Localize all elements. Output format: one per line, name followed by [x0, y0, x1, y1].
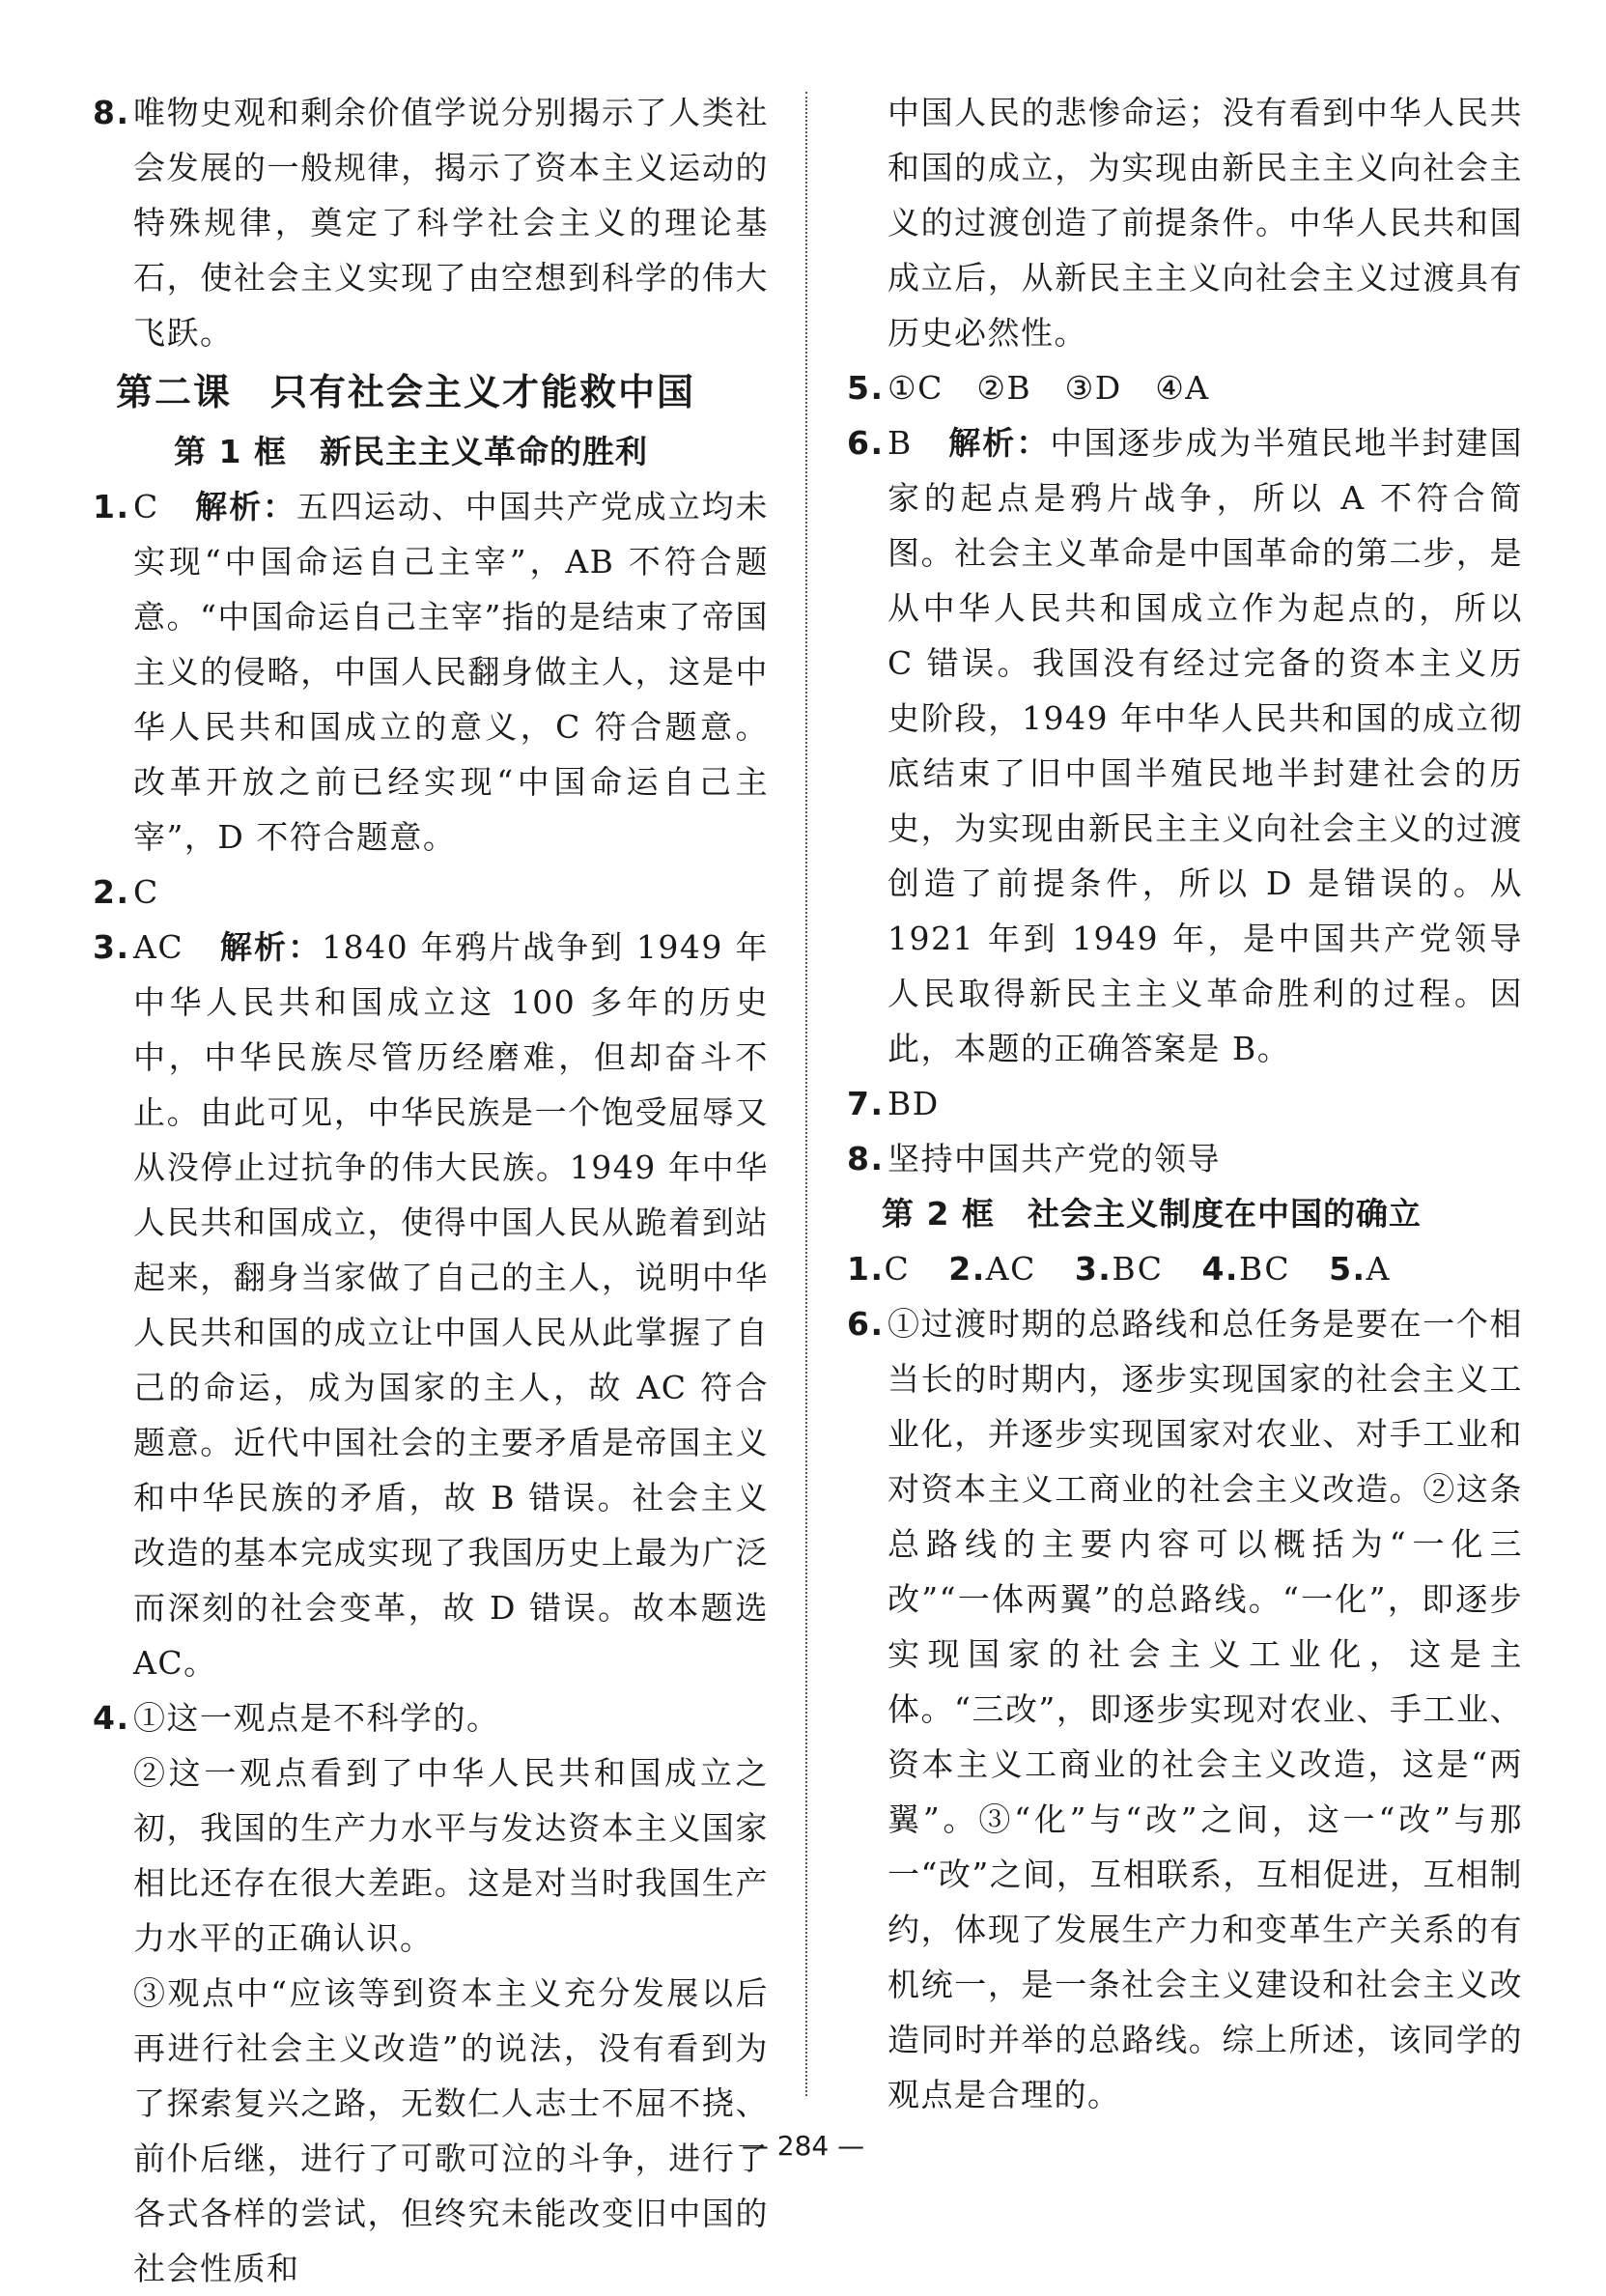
item-number: 4.: [93, 1699, 130, 1737]
answer-item-6: [847, 415, 1523, 1076]
analysis-text: 五四运动、中国共产党成立均未实现“中国命运自己主宰”，AB 不符合题意。“中国命运自己主宰”指的是结束了帝国主义的侵略，中国人民翻身做主人，这是中华人民共和国成立的意义，C 符合题意。改革开放之前已经实现“中国命运自己主宰”，D 不符合题意。: [133, 488, 769, 856]
frame-title-1: 第 1 框 新民主主义革命的胜利: [174, 433, 648, 470]
item-number: 8.: [93, 94, 130, 131]
left-column: [93, 85, 769, 2296]
answer-point-3: ③观点中“应该等到资本主义充分发展以后再进行社会主义改造”的说法，没有看到为了探索复兴之路，无数仁人志士不屈不挠、前仆后继，进行了可歌可泣的斗争，进行了各式各样的尝试，但终究未能改变旧中国的社会性质和: [133, 1974, 769, 2287]
answer-row-1-5: [847, 1241, 1523, 1296]
answer-point-1: ①这一观点是不科学的。: [133, 1699, 500, 1737]
answer-choices: ①C ②B ③D ④A: [888, 369, 1210, 407]
answer-choice: B: [888, 424, 913, 462]
item-number: 3.: [1074, 1250, 1113, 1288]
answer-item-8-ch1: [93, 85, 769, 360]
item-number: 2.: [93, 873, 130, 911]
answer-choice: C: [884, 1250, 911, 1288]
answer-choice: BD: [888, 1085, 940, 1122]
item-number: 7.: [847, 1085, 885, 1122]
page-number: — 284 —: [741, 2130, 865, 2162]
answer-item-5: [847, 360, 1523, 415]
answer-item-4: [93, 1690, 769, 1745]
item-number: 6.: [847, 424, 885, 462]
frame-title-2: 第 2 框 社会主义制度在中国的确立: [882, 1195, 1422, 1233]
item-number: 1.: [93, 488, 130, 525]
item-number: 8.: [847, 1140, 885, 1177]
analysis-label: 解析：: [219, 928, 323, 966]
item-number: 1.: [847, 1250, 885, 1288]
answer-choice: C: [133, 873, 159, 911]
analysis-text: 中国逐步成为半殖民地半封建国家的起点是鸦片战争，所以 A 不符合简图。社会主义革命是中国革命的第二步，是从中华人民共和国成立作为起点的，所以 C 错误。我国没有经过完备的资本主义历史阶段，1949 年中华人民共和国的成立彻底结束了旧中国半殖民地半封建社会的历史，为实现由新民主主义向社会主义的过渡创造了前提条件，所以 D 是错误的。从 1921 年到 1949 年，是中国共产党领导人民取得新民主主义革命胜利的过程。因此，本题的正确答案是 B。: [888, 424, 1523, 1067]
continued-text: 中国人民的悲惨命运；没有看到中华人民共和国的成立，为实现由新民主主义向社会主义的过渡创造了前提条件。中华人民共和国成立后，从新民主主义向社会主义过渡具有历史必然性。: [888, 94, 1523, 352]
right-column: [847, 85, 1523, 2122]
answer-text: 坚持中国共产党的领导: [888, 1140, 1221, 1177]
answer-choice: BC: [1238, 1250, 1291, 1288]
item-number: 4.: [1201, 1250, 1239, 1288]
answer-text: ①过渡时期的总路线和总任务是要在一个相当长的时期内，逐步实现国家的社会主义工业化，并逐步实现国家对农业、对手工业和对资本主义工商业的社会主义改造。②这条总路线的主要内容可以概括为“一化三改”“一体两翼”的总路线。“一化”，即逐步实现国家的社会主义工业化，这是主体。“三改”，即逐步实现对农业、手工业、资本主义工商业的社会主义改造，这是“两翼”。③“化”与“改”之间，这一“改”与那一“改”之间，互相联系，互相促进，互相制约，体现了发展生产力和变革生产关系的有机统一，是一条社会主义建设和社会主义改造同时并举的总路线。综上所述，该同学的观点是合理的。: [888, 1305, 1523, 2113]
column-divider: [805, 92, 807, 2096]
answer-item-3: [93, 920, 769, 1690]
answer-choice: A: [1366, 1250, 1391, 1288]
analysis-label: 解析：: [948, 424, 1051, 462]
lesson-title: 第二课 只有社会主义才能救中国: [116, 371, 696, 413]
item-number: 3.: [93, 928, 130, 966]
item-number: 5.: [1329, 1250, 1367, 1288]
answer-choice: C: [133, 488, 159, 525]
answer-text: 唯物史观和剩余价值学说分别揭示了人类社会发展的一般规律，揭示了资本主义运动的特殊规律，奠定了科学社会主义的理论基石，使社会主义实现了由空想到科学的伟大飞跃。: [133, 94, 769, 352]
item-number: 5.: [847, 369, 885, 407]
analysis-text: 1840 年鸦片战争到 1949 年中华人民共和国成立这 100 多年的历史中，中华民族尽管历经磨难，但却奋斗不止。由此可见，中华民族是一个饱受屈辱又从没停止过抗争的伟大民族。1949 年中华人民共和国成立，使得中国人民从跪着到站起来，翻身当家做了自己的主人，说明中华人民共和国的成立让中国人民从此掌握了自己的命运，成为国家的主人，故 AC 符合题意。近代中国社会的主要矛盾是帝国主义和中华民族的矛盾，故 B 错误。社会主义改造的基本完成实现了我国历史上最为广泛而深刻的社会变革，故 D 错误。故本题选 AC。: [133, 928, 769, 1682]
answer-item-6-frame2: [847, 1296, 1523, 2122]
answer-point-2: ②这一观点看到了中华人民共和国成立之初，我国的生产力水平与发达资本主义国家相比还存在很大差距。这是对当时我国生产力水平的正确认识。: [133, 1754, 769, 1957]
answer-item-1: [93, 479, 769, 865]
item-number: 2.: [948, 1250, 986, 1288]
answer-item-7: [847, 1076, 1523, 1131]
answer-choice: BC: [1112, 1250, 1164, 1288]
answer-item-8-ch2: [847, 1131, 1523, 1186]
analysis-label: 解析：: [195, 488, 296, 525]
answer-choice: AC: [985, 1250, 1036, 1288]
answer-choice: AC: [133, 928, 184, 966]
item-number: 6.: [847, 1305, 885, 1343]
answer-item-2: [93, 865, 769, 920]
